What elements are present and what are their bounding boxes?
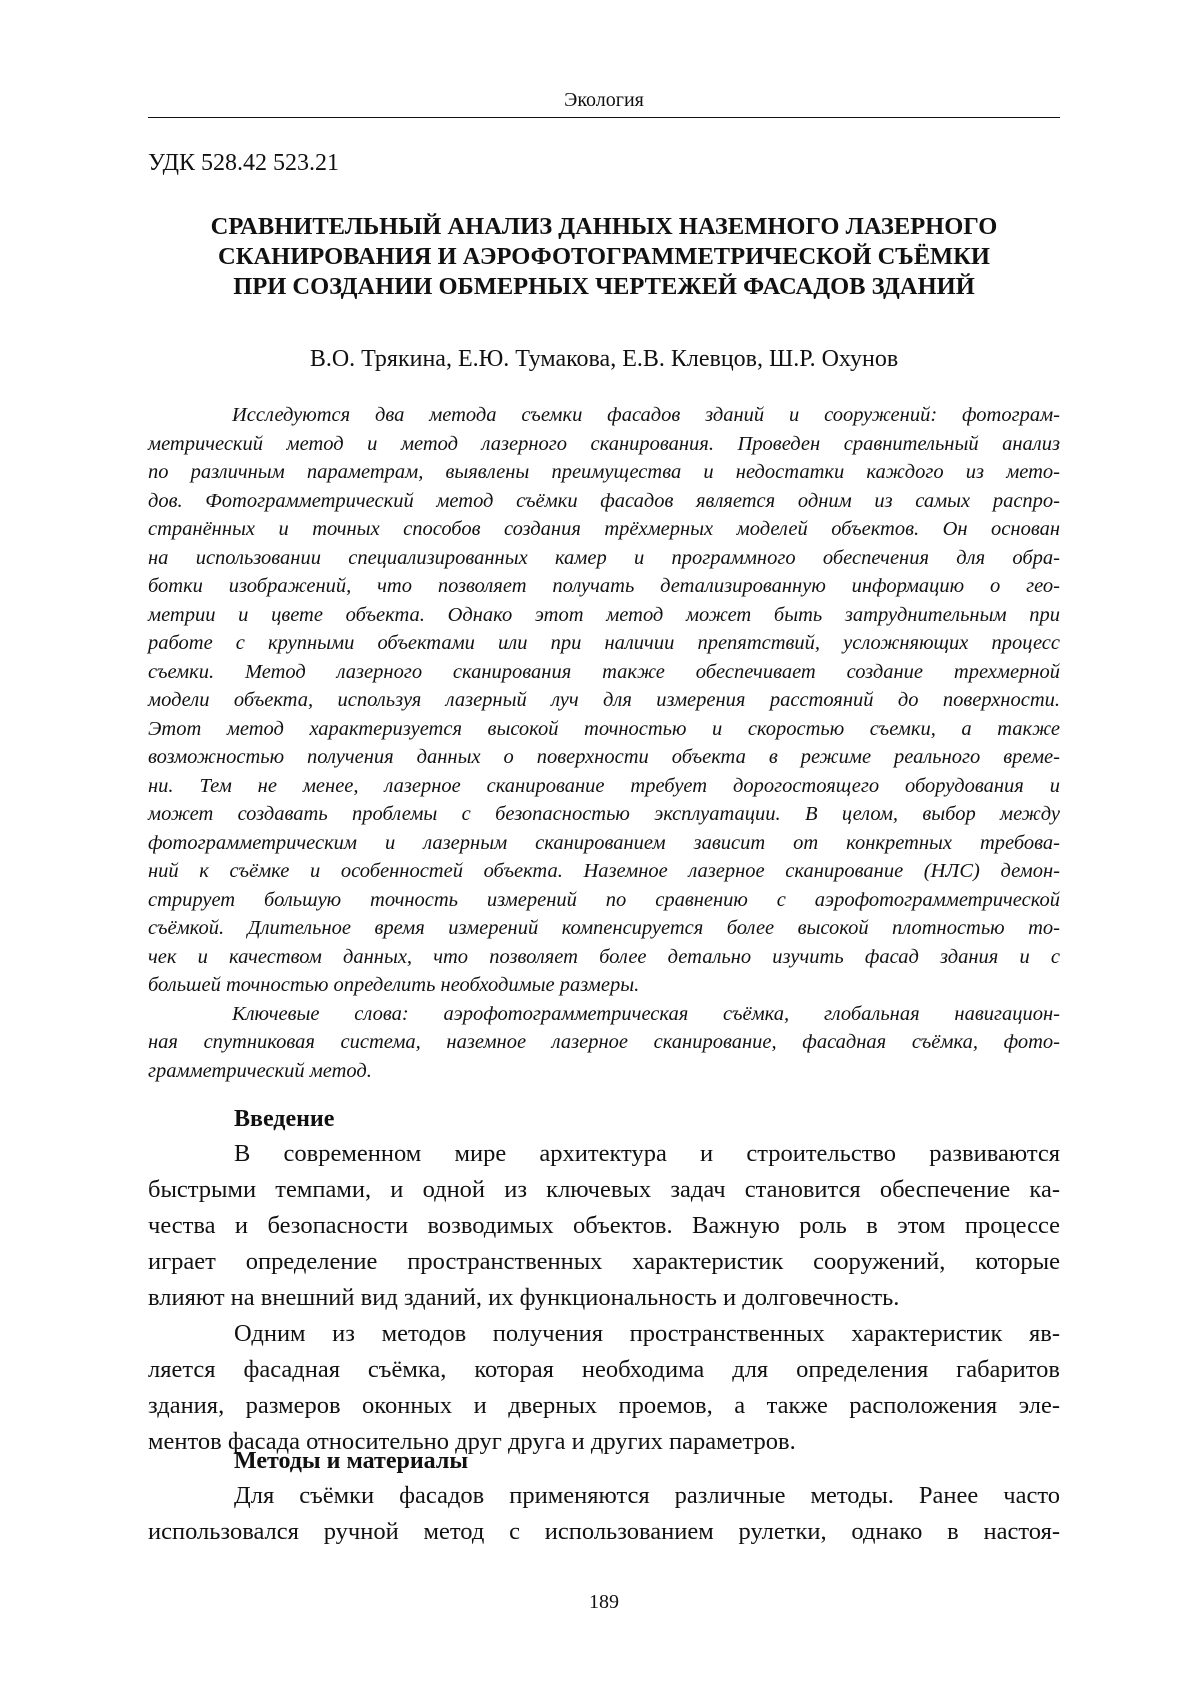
header-rule — [148, 117, 1060, 118]
article-title — [148, 212, 1060, 302]
title-line: СРАВНИТЕЛЬНЫЙ АНАЛИЗ ДАННЫХ НАЗЕМНОГО ЛАЗЕРНОГО — [210, 213, 998, 240]
abstract-line: работе с крупными объектами или при наличии препятствий, усложняющих процесс — [148, 632, 1060, 654]
abstract-line: возможностью получения данных о поверхности объекта в режиме реального време- — [148, 746, 1060, 768]
keywords-line: грамметрический метод. — [148, 1059, 372, 1082]
body-line: использовался ручной метод с использованием рулетки, однако в настоя- — [148, 1518, 1060, 1545]
body-line: быстрыми темпами, и одной из ключевых задач становится обеспечение ка- — [148, 1176, 1060, 1203]
title-line: ПРИ СОЗДАНИИ ОБМЕРНЫХ ЧЕРТЕЖЕЙ ФАСАДОВ ЗДАНИЙ — [233, 273, 975, 300]
abstract-line: ний к съёмке и особенностей объекта. Наземное лазерное сканирование (НЛС) демон- — [148, 860, 1060, 882]
page-number: 189 — [589, 1591, 619, 1613]
keywords-line: ная спутниковая система, наземное лазерное сканирование, фасадная съёмка, фото- — [148, 1031, 1060, 1053]
abstract-line: съёмкой. Длительное время измерений компенсируется более высокой плотностью то- — [148, 917, 1060, 939]
abstract-line: фотограмметрическим и лазерным сканированием зависит от конкретных требова- — [148, 831, 1060, 854]
udk-code: УДК 528.42 523.21 — [148, 150, 339, 176]
abstract-line: ботки изображений, что позволяет получать детализированную информацию о гео- — [148, 575, 1060, 597]
abstract-line: большей точностью определить необходимые размеры. — [148, 974, 640, 996]
body-line: ментов фасада относительно друг друга и других параметров. — [148, 1428, 796, 1455]
abstract-line: дов. Фотограмметрический метод съёмки фасадов является одним из самых распро- — [148, 489, 1060, 512]
abstract-line: странённых и точных способов создания трёхмерных моделей объектов. Он основан — [148, 518, 1060, 540]
section-heading-methods: Методы и материалы — [234, 1448, 469, 1474]
abstract-line: по различным параметрам, выявлены преимущества и недостатки каждого из мето- — [148, 461, 1060, 483]
body-line: В современном мире архитектура и строительство развиваются — [234, 1140, 1060, 1167]
abstract-line: стрирует большую точность измерений по сравнению с аэрофотограмметрической — [148, 888, 1060, 911]
abstract-line: может создавать проблемы с безопасностью эксплуатации. В целом, выбор между — [148, 803, 1060, 825]
abstract-line: метрический метод и метод лазерного сканирования. Проведен сравнительный анализ — [148, 432, 1060, 455]
body-line: здания, размеров оконных и дверных проемов, а также расположения эле- — [148, 1392, 1060, 1419]
body-line: чества и безопасности возводимых объектов. Важную роль в этом процессе — [148, 1212, 1060, 1239]
body-line: ляется фасадная съёмка, которая необходима для определения габаритов — [148, 1356, 1060, 1383]
abstract-line: съемки. Метод лазерного сканирования также обеспечивает создание трехмерной — [148, 660, 1060, 683]
title-line: СКАНИРОВАНИЯ И АЭРОФОТОГРАММЕТРИЧЕСКОЙ СЪЁМКИ — [218, 243, 990, 270]
abstract-line: модели объекта, используя лазерный луч для измерения расстояний до поверхности. — [148, 689, 1060, 711]
methods-paragraph — [148, 1478, 1060, 1550]
authors: В.О. Трякина, Е.Ю. Тумакова, Е.В. Клевцов, Ш.Р. Охунов — [309, 346, 899, 372]
body-line: Одним из методов получения пространственных характеристик яв- — [234, 1320, 1060, 1347]
abstract-line: Исследуются два метода съемки фасадов зданий и сооружений: фотограм- — [232, 404, 1060, 426]
abstract-line: чек и качеством данных, что позволяет более детально изучить фасад здания и с — [148, 945, 1060, 968]
keywords-line: Ключевые слова: аэрофотограмметрическая съёмка, глобальная навигацион- — [232, 1002, 1060, 1025]
abstract-line: метрии и цвете объекта. Однако этот метод может быть затруднительным при — [148, 603, 1060, 626]
body-line: влияют на внешний вид зданий, их функциональность и долговечность. — [148, 1284, 900, 1311]
abstract-line: Этот метод характеризуется высокой точностью и скоростью съемки, а также — [148, 717, 1060, 740]
abstract-line: на использовании специализированных камер и программного обеспечения для обра- — [148, 546, 1060, 569]
abstract — [148, 401, 1060, 1085]
intro-paragraphs — [148, 1136, 1060, 1460]
section-heading-intro: Введение — [234, 1106, 335, 1132]
body-line: Для съёмки фасадов применяются различные методы. Ранее часто — [234, 1482, 1060, 1509]
running-head: Экология — [564, 89, 644, 111]
abstract-line: ни. Тем не менее, лазерное сканирование требует дорогостоящего оборудования и — [148, 774, 1060, 797]
body-line: играет определение пространственных характеристик сооружений, которые — [148, 1248, 1060, 1275]
